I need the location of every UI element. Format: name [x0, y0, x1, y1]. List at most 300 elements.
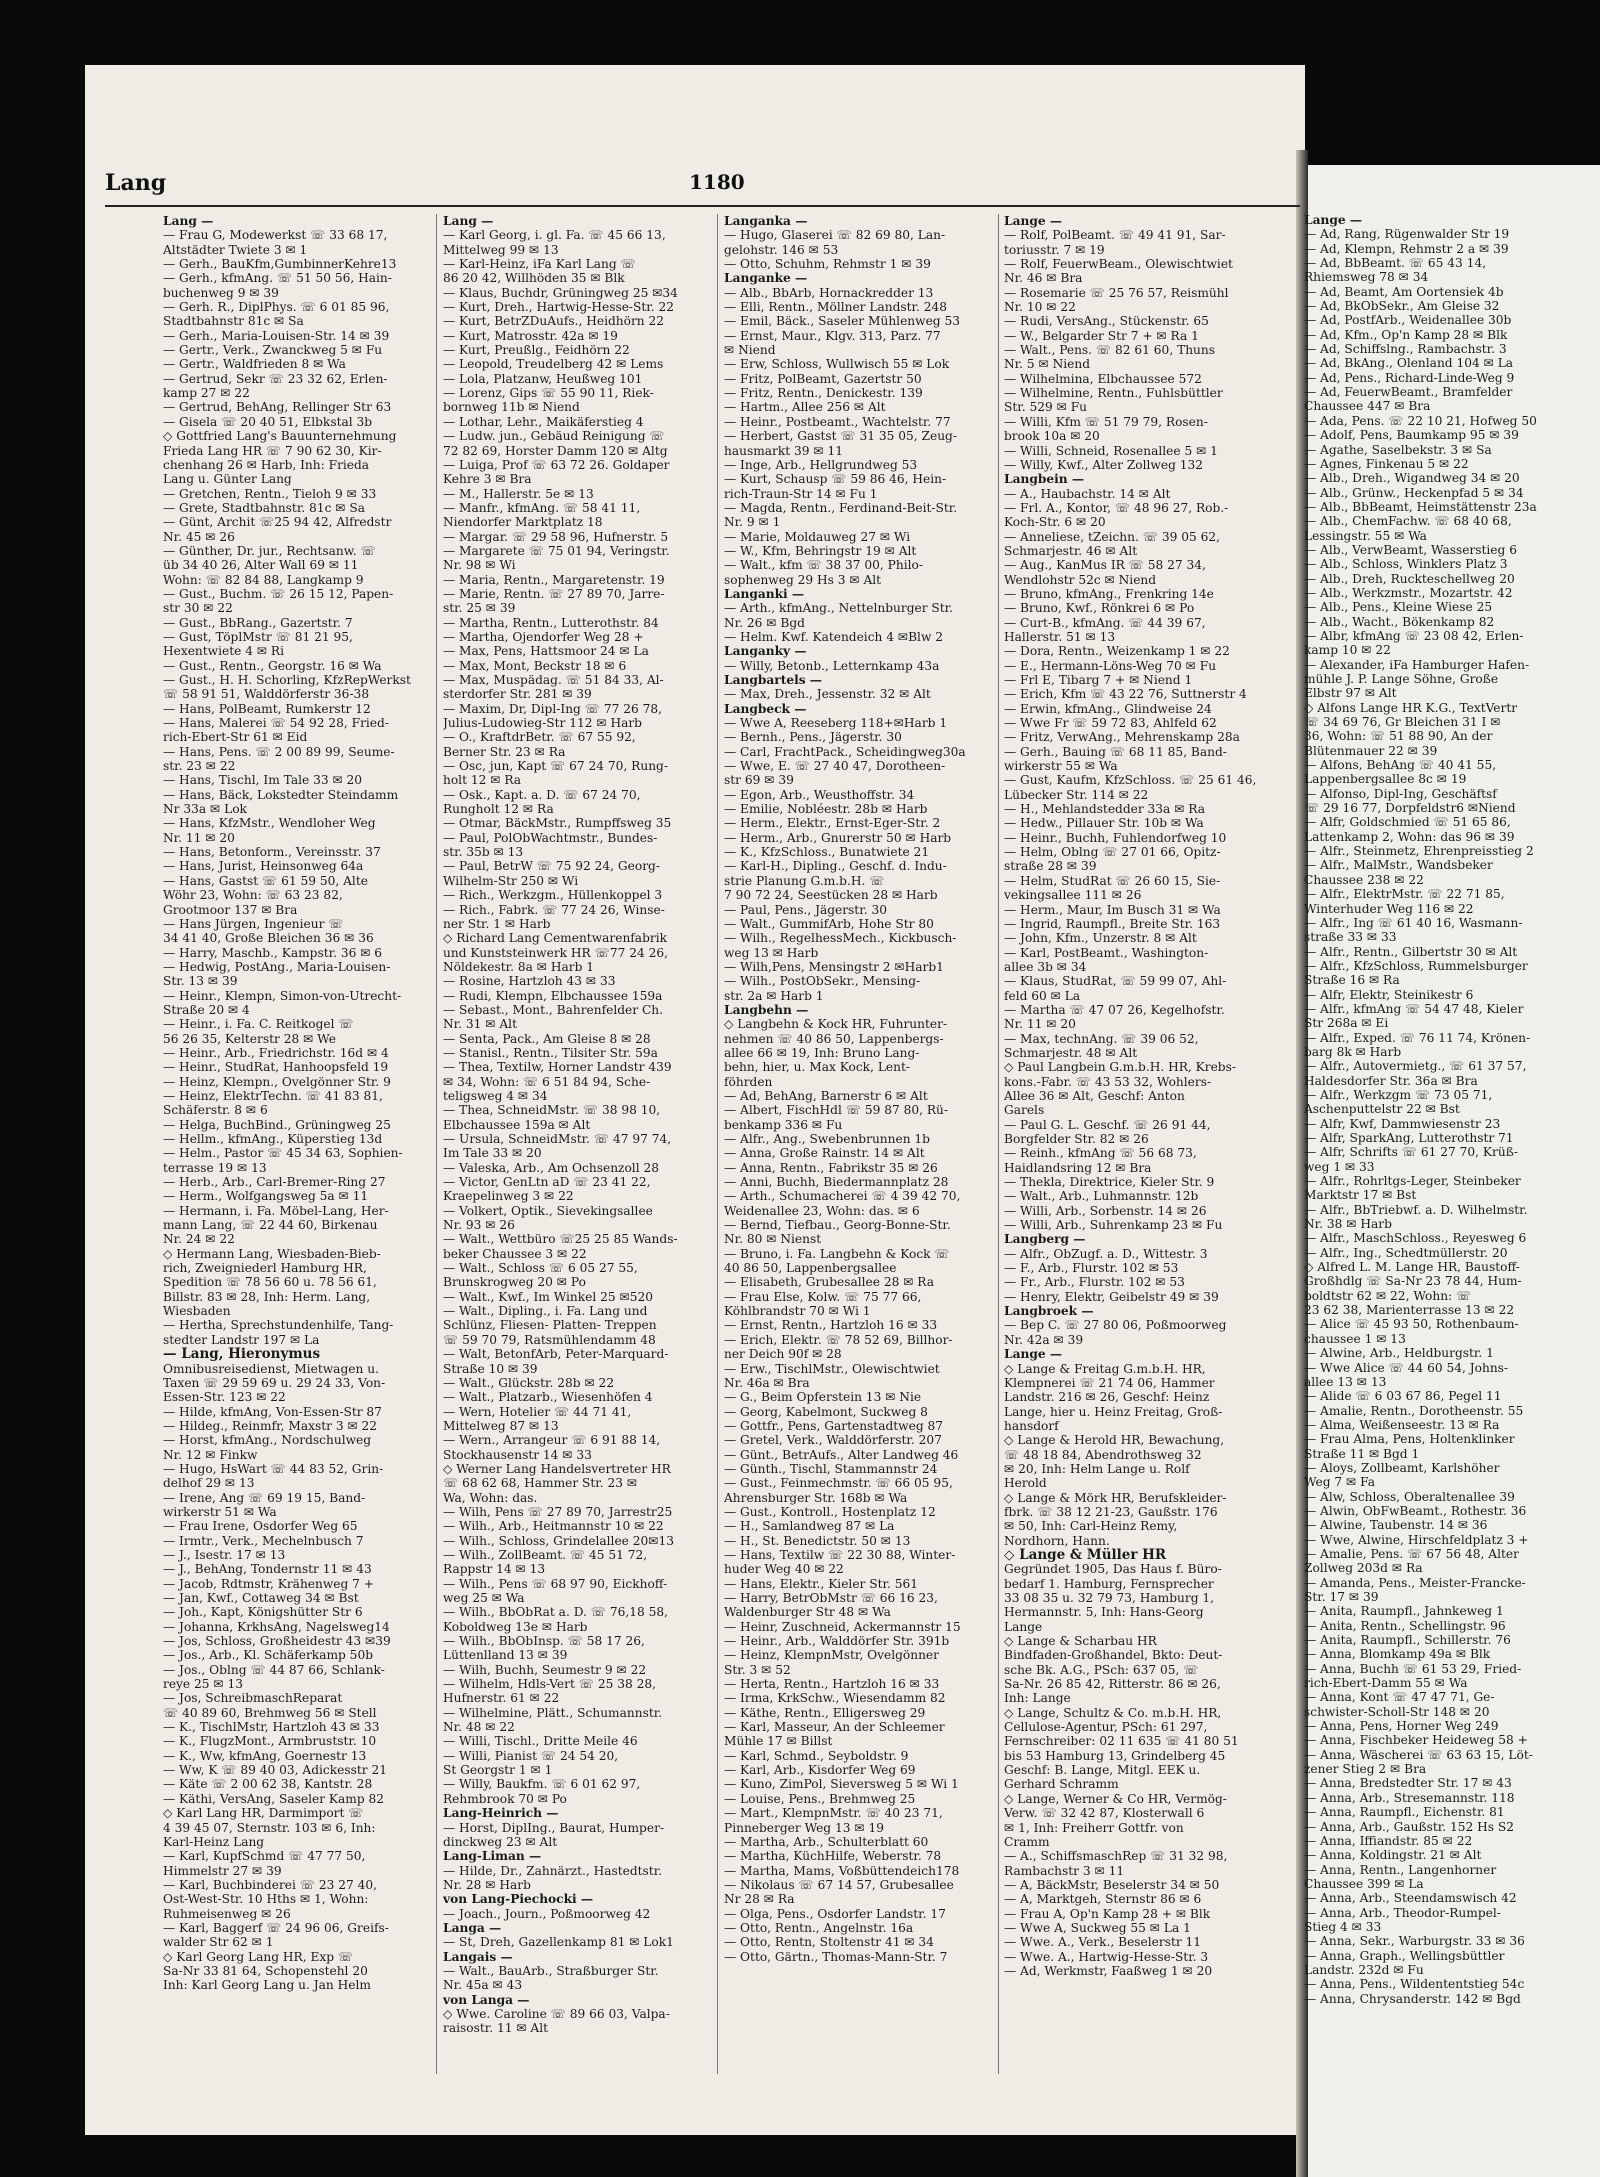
directory-entry-line: — Helga, BuchBind., Grüningweg 25 — [163, 1117, 391, 1132]
directory-entry-line: — Heinr., Klempn, Simon-von-Utrecht- — [163, 988, 402, 1003]
directory-entry-line: Klempnerei ☏ 21 74 06, Hammer — [1004, 1375, 1215, 1390]
directory-entry-line: Cellulose-Agentur, PSch: 61 297, — [1004, 1720, 1208, 1735]
directory-entry-line: Langbroek — — [1004, 1304, 1094, 1319]
directory-entry-line: Hallerstr. 51 ✉ 13 — [1004, 629, 1116, 644]
directory-entry-line: — Alfr., Ing ☏ 61 40 16, Wasmann- — [1304, 915, 1523, 930]
directory-entry-line: — Mart., KlempnMstr. ☏ 40 23 71, — [724, 1806, 943, 1821]
directory-entry-line: ◇ Wwe. Caroline ☏ 89 66 03, Valpa- — [443, 2006, 670, 2021]
directory-entry-line: — Hildeg., Reinmfr, Maxstr 3 ✉ 22 — [163, 1418, 378, 1433]
directory-entry-line: — Jos., Arb., Kl. Schäferkamp 50b — [163, 1648, 373, 1663]
directory-entry-line: — Wwe, E. ☏ 27 40 47, Dorotheen- — [724, 759, 946, 774]
directory-entry-line: — Anita, Raumpfl., Schillerstr. 76 — [1304, 1633, 1511, 1648]
directory-entry-line: str. 35b ✉ 13 — [443, 845, 524, 860]
directory-entry-line: — Alfonso, Dipl-Ing, Geschäftsf — [1304, 786, 1497, 801]
directory-entry-line: 86 20 42, Willhöden 35 ✉ Blk — [443, 271, 625, 286]
directory-entry-line: Koboldweg 13e ✉ Harb — [443, 1619, 588, 1634]
directory-entry-line: ◇ Alfred L. M. Lange HR, Baustoff- — [1304, 1260, 1520, 1275]
directory-entry-line: — Hilde, kfmAng, Von-Essen-Str 87 — [163, 1404, 382, 1419]
directory-entry-line: Herold — [1004, 1476, 1047, 1491]
directory-entry-line: ✉ 34, Wohn: ☏ 6 51 84 94, Sche- — [443, 1074, 651, 1089]
directory-entry-line: — Lang, Hieronymus — [163, 1347, 321, 1362]
directory-entry-line: — Alfr., Rentn., Gilbertstr 30 ✉ Alt — [1304, 944, 1518, 959]
directory-entry-line: üb 34 40 26, Alter Wall 69 ✉ 11 — [163, 558, 359, 573]
directory-entry-line: Straße 20 ✉ 4 — [163, 1002, 250, 1017]
directory-entry-line: — Inge, Arb., Hellgrundweg 53 — [724, 457, 918, 472]
directory-entry-line: Im Tale 33 ✉ 20 — [443, 1146, 542, 1161]
directory-entry-line: ✉ 50, Inh: Carl-Heinz Remy, — [1004, 1519, 1178, 1534]
directory-entry-line: Nr. 11 ✉ 20 — [1004, 1017, 1076, 1032]
directory-entry-line: — Hertha, Sprechstundenhilfe, Tang- — [163, 1318, 394, 1333]
directory-entry-line: — Ernst, Maur., Klgv. 313, Parz. 77 — [724, 328, 941, 343]
page-header — [105, 170, 1295, 210]
directory-entry-line: — Alfr., Rohrltgs-Leger, Steinbeker — [1304, 1174, 1521, 1189]
directory-entry-line: Wilhelm-Str 250 ✉ Wi — [443, 873, 579, 888]
directory-entry-line: Borgfelder Str. 82 ✉ 26 — [1004, 1132, 1149, 1146]
directory-entry-line: — Gretchen, Rentn., Tieloh 9 ✉ 33 — [163, 486, 377, 501]
directory-entry-line: — Ad, FeuerwBeamt., Bramfelder — [1304, 385, 1513, 400]
directory-entry-line: ◇ Hermann Lang, Wiesbaden-Bieb- — [163, 1246, 381, 1261]
directory-entry-line: Lange — — [1004, 1347, 1063, 1362]
directory-entry-line: — Alw, Schloss, Oberaltenallee 39 — [1304, 1489, 1515, 1504]
directory-entry-line: Langbeck — — [724, 701, 807, 716]
directory-entry-line: ◇ Lange & Mörk HR, Berufskleider- — [1004, 1490, 1227, 1505]
directory-entry-line: — Henry, Elektr, Geibelstr 49 ✉ 39 — [1004, 1289, 1219, 1304]
directory-entry-line: Lübecker Str. 114 ✉ 22 — [1004, 787, 1149, 802]
directory-entry-line: strie Planung G.m.b.H. ☏ — [724, 873, 885, 888]
directory-entry-line: str. 25 ✉ 39 — [443, 601, 516, 616]
directory-entry-line: — Wwe. A., Verk., Beselerstr 11 — [1004, 1935, 1202, 1950]
directory-entry-line: Ahrensburger Str. 168b ✉ Wa — [724, 1490, 908, 1505]
directory-entry-line: — Marie, Rentn. ☏ 27 89 70, Jarre- — [443, 586, 665, 601]
directory-entry-line: dinckweg 23 ✉ Alt — [443, 1834, 558, 1849]
directory-entry-line: 40 86 50, Lappenbergsallee — [724, 1261, 897, 1276]
directory-entry-line: — J., BehAng, Tondernstr 11 ✉ 43 — [163, 1562, 372, 1577]
directory-entry-line: Kehre 3 ✉ Bra — [443, 472, 532, 487]
directory-entry-line: Wohn: ☏ 82 84 88, Langkamp 9 — [163, 572, 364, 587]
directory-entry-line: — Paul G. L. Geschf. ☏ 26 91 44, — [1004, 1117, 1211, 1132]
directory-entry-line: — Alexander, iFa Hamburger Hafen- — [1304, 657, 1530, 672]
directory-entry-line: — Ursula, SchneidMstr. ☏ 47 97 74, — [443, 1132, 672, 1146]
directory-entry-line: — Alfr, SparkAng, Lutterothstr 71 — [1304, 1131, 1514, 1145]
directory-entry-line: Großhdlg ☏ Sa-Nr 23 78 44, Hum- — [1304, 1274, 1522, 1289]
directory-entry-line: Waldenburger Str 48 ✉ Wa — [724, 1605, 891, 1620]
directory-entry-line: — Martha, Rentn., Lutterothstr. 84 — [443, 615, 659, 630]
directory-entry-line: — Rich., Fabrk. ☏ 77 24 26, Winse- — [443, 902, 665, 917]
directory-entry-line: vekingsallee 111 ✉ 26 — [1004, 888, 1142, 903]
directory-entry-line: Lange, hier u. Heinz Freitag, Groß- — [1004, 1404, 1223, 1419]
directory-entry-line: rich-Ebert-Str 61 ✉ Eid — [163, 730, 308, 745]
directory-entry-line: — Wern., Arrangeur ☏ 6 91 88 14, — [443, 1433, 661, 1448]
directory-entry-line: Langanka — — [724, 214, 808, 228]
directory-entry-line: Lang-Liman — — [443, 1849, 542, 1864]
directory-entry-line: — O., KraftdrBetr. ☏ 67 55 92, — [443, 730, 636, 745]
directory-entry-line: 7 90 72 24, Seestücken 28 ✉ Harb — [724, 888, 938, 903]
directory-entry-line: — Alb., Dreh, Ruckteschellweg 20 — [1304, 571, 1515, 586]
directory-entry-line: rich-Ebert-Damm 55 ✉ Wa — [1304, 1676, 1468, 1691]
directory-entry-line: hansdorf — [1004, 1418, 1059, 1433]
directory-entry-line: St Georgstr 1 ✉ 1 — [443, 1763, 553, 1778]
directory-entry-line: — Alfr., Exped. ☏ 76 11 74, Krönen- — [1304, 1030, 1531, 1045]
directory-entry-line: — Klaus, Buchdr, Grüningweg 25 ✉34 — [443, 285, 678, 300]
directory-entry-line: — A., Haubachstr. 14 ✉ Alt — [1004, 486, 1171, 501]
directory-entry-line: — Gertrud, BehAng, Rellinger Str 63 — [163, 400, 392, 415]
directory-entry-line: mann Lang, ☏ 22 44 60, Birkenau — [163, 1218, 378, 1233]
directory-entry-line: Wöhr 23, Wohn: ☏ 63 23 82, — [163, 888, 343, 903]
directory-entry-line: — Max, Muspädag. ☏ 51 84 33, Al- — [443, 673, 664, 687]
directory-entry-line: — K., FlugzMont., Armbruststr. 10 — [163, 1734, 377, 1749]
directory-entry-line: — Wern, Hotelier ☏ 44 71 41, — [443, 1404, 632, 1419]
directory-entry-line: Zollweg 203d ✉ Ra — [1304, 1561, 1423, 1576]
directory-entry-line: — Rudi, Klempn, Elbchaussee 159a — [443, 988, 663, 1003]
directory-entry-line: — Herm., Elektr., Ernst-Eger-Str. 2 — [724, 816, 941, 831]
directory-entry-line: — M., Hallerstr. 5e ✉ 13 — [443, 486, 594, 501]
directory-entry-line: Lange — — [1304, 213, 1363, 227]
directory-entry-line: — Sebast., Mont., Bahrenfelder Ch. — [443, 1002, 663, 1017]
directory-entry-line: — Hedwig, PostAng., Maria-Louisen- — [163, 959, 391, 974]
directory-entry-line: ◇ Lange & Scharbau HR — [1004, 1634, 1157, 1649]
directory-entry-line: — Ludw. jun., Gebäud Reinigung ☏ — [443, 429, 665, 444]
directory-entry-line: — Hermann, i. Fa. Möbel-Lang, Her- — [163, 1203, 389, 1218]
directory-entry-line: Hufnerstr. 61 ✉ 22 — [443, 1691, 560, 1706]
directory-entry-line: Rungholt 12 ✉ Ra — [443, 802, 554, 817]
directory-entry-line: — Maxim, Dr, Dipl-Ing ☏ 77 26 78, — [443, 701, 662, 716]
directory-entry-line: ◇ Lange & Herold HR, Bewachung, — [1004, 1433, 1225, 1448]
directory-entry-line: — Anna, Graph., Wellingsbüttler — [1304, 1948, 1505, 1963]
directory-entry-line: Nr 33a ✉ Lok — [163, 802, 247, 817]
directory-entry-line: — Anna, Wäscherei ☏ 63 63 15, Löt- — [1304, 1747, 1533, 1762]
directory-entry-line: — Lothar, Lehr., Maikäferstieg 4 — [443, 414, 644, 429]
directory-entry-line: rich, Zweigniederl Hamburg HR, — [163, 1261, 367, 1276]
directory-entry-line: feld 60 ✉ La — [1004, 988, 1081, 1003]
directory-entry-line: — Louise, Pens., Brehmweg 25 — [724, 1791, 916, 1806]
column-divider — [436, 214, 437, 2074]
directory-entry-line: — Osk., Kapt. a. D. ☏ 67 24 70, — [443, 787, 641, 802]
directory-entry-line: ◇ Lange & Müller HR — [1004, 1547, 1167, 1563]
directory-entry-line: — Wilhelmine, Plätt., Schumannstr. — [443, 1705, 663, 1720]
directory-entry-line: — Wilh., PostObSekr., Mensing- — [724, 974, 921, 989]
directory-entry-line: — Otto, Gärtn., Thomas-Mann-Str. 7 — [724, 1949, 948, 1964]
directory-entry-line: föhrden — [724, 1074, 773, 1089]
directory-entry-line: brook 10a ✉ 20 — [1004, 429, 1100, 444]
directory-entry-line: Nr. 98 ✉ Wi — [443, 558, 516, 573]
directory-entry-line: — Reinh., kfmAng ☏ 56 68 73, — [1004, 1146, 1197, 1161]
directory-entry-line: Lüttenlland 13 ✉ 39 — [443, 1648, 568, 1663]
directory-entry-line: — Hans, PolBeamt, Rumkerstr 12 — [163, 701, 371, 716]
directory-entry-line: rich-Traun-Str 14 ✉ Fu 1 — [724, 486, 878, 501]
directory-entry-line: — Wilh., ZollBeamt. ☏ 45 51 72, — [443, 1547, 648, 1562]
directory-entry-line: — Alfr., MalMstr., Wandsbeker — [1304, 858, 1493, 873]
directory-entry-line: — Anna, Rentn., Langenhorner — [1304, 1862, 1497, 1877]
directory-entry-line: — A., SchiffsmaschRep ☏ 31 32 98, — [1004, 1849, 1228, 1864]
directory-entry-line: kamp 10 ✉ 22 — [1304, 643, 1391, 658]
directory-entry-line: — Gerh., Bauing ☏ 68 11 85, Band- — [1004, 744, 1227, 759]
directory-entry-line: — Hans Jürgen, Ingenieur ☏ — [163, 916, 344, 931]
directory-entry-line: Schmarjestr. 46 ✉ Alt — [1004, 543, 1138, 558]
directory-entry-line: straße 33 ✉ 33 — [1304, 930, 1397, 945]
directory-entry-line: Langanki — — [724, 586, 805, 601]
directory-entry-line: — Gust, TöplMstr ☏ 81 21 95, — [163, 629, 353, 644]
directory-entry-line: ◇ Lange, Schultz & Co. m.b.H. HR, — [1004, 1705, 1222, 1720]
directory-entry-line: Nr. 31 ✉ Alt — [443, 1017, 517, 1032]
directory-entry-line: chaussee 1 ✉ 13 — [1304, 1331, 1406, 1346]
directory-entry-line: Garels — [1004, 1103, 1045, 1118]
directory-entry-line: Lessingstr. 55 ✉ Wa — [1304, 528, 1427, 543]
directory-entry-line: — Anna, Bredstedter Str. 17 ✉ 43 — [1304, 1776, 1512, 1791]
directory-entry-line: — Paul, BetrW ☏ 75 92 24, Georg- — [443, 859, 660, 874]
directory-entry-line: — Hans, Textilw ☏ 22 30 88, Winter- — [724, 1547, 956, 1562]
directory-entry-line: — Gerh., kfmAng. ☏ 51 50 56, Hain- — [163, 271, 392, 286]
directory-entry-line: — Jacob, Rdtmstr, Krähenweg 7 + — [163, 1576, 375, 1591]
directory-entry-line: — Käte ☏ 2 00 62 38, Kantstr. 28 — [163, 1777, 373, 1792]
directory-entry-line: Nr. 11 ✉ 20 — [163, 830, 235, 845]
directory-entry-line: Langbehn — — [724, 1002, 809, 1017]
directory-entry-line: — Gust., Rentn., Georgstr. 16 ✉ Wa — [163, 658, 382, 673]
directory-entry-line: — Hans, Elektr., Kieler Str. 561 — [724, 1576, 918, 1591]
directory-entry-line: — Frl E, Tibarg 7 + ✉ Niend 1 — [1004, 673, 1193, 687]
directory-entry-line: — Albert, FischHdl ☏ 59 87 80, Rü- — [724, 1103, 949, 1118]
directory-entry-line: — Karl-Heinz, iFa Karl Lang ☏ — [443, 257, 636, 272]
directory-entry-line: — Anna, Buchh ☏ 61 53 29, Fried- — [1304, 1661, 1522, 1676]
directory-entry-line: — Osc, jun, Kapt ☏ 67 24 70, Rung- — [443, 759, 668, 774]
directory-entry-line: Inh: Lange — [1004, 1691, 1071, 1706]
directory-entry-line: Nr. 93 ✉ 26 — [443, 1218, 515, 1233]
directory-entry-line: — Martha, Mams, Voßbüttendeich178 — [724, 1863, 960, 1878]
directory-entry-line: — Wilh, Pens ☏ 27 89 70, Jarrestr25 — [443, 1504, 673, 1519]
directory-entry-line: kamp 27 ✉ 22 — [163, 386, 250, 401]
directory-entry-line: — Paul, Pens., Jägerstr. 30 — [724, 902, 887, 917]
directory-entry-line: — Lola, Platzanw, Heußweg 101 — [443, 371, 643, 386]
directory-entry-line: — Frau A, Op'n Kamp 28 + ✉ Blk — [1004, 1906, 1211, 1921]
directory-entry-line: Himmelstr 27 ✉ 39 — [163, 1863, 282, 1878]
directory-entry-line: — G., Beim Opferstein 13 ✉ Nie — [724, 1390, 922, 1405]
directory-entry-line: Str. 13 ✉ 39 — [163, 974, 238, 989]
directory-column-5 — [1304, 213, 1596, 2113]
directory-entry-line: Altstädter Twiete 3 ✉ 1 — [163, 242, 308, 257]
directory-entry-line: huder Weg 40 ✉ 22 — [724, 1562, 844, 1577]
directory-entry-line: Wa, Wohn: das. — [443, 1490, 538, 1505]
directory-entry-line: terrasse 19 ✉ 13 — [163, 1160, 267, 1175]
directory-entry-line: — Walt., Pens. ☏ 82 61 60, Thuns — [1004, 343, 1215, 358]
directory-entry-line: — Irma, KrkSchw., Wiesendamm 82 — [724, 1691, 946, 1706]
directory-entry-line: Straße 10 ✉ 39 — [443, 1361, 538, 1376]
directory-entry-line: — Alfr, Kwf, Dammwiesenstr 23 — [1304, 1116, 1501, 1131]
directory-entry-line: — Bernh., Pens., Jägerstr. 30 — [724, 730, 902, 745]
directory-entry-line: — Anna, Pens, Horner Weg 249 — [1304, 1719, 1499, 1734]
directory-entry-line: — Gottfr., Pens, Gartenstadtweg 87 — [724, 1418, 943, 1433]
directory-entry-line: Nr 28 ✉ Ra — [724, 1892, 795, 1907]
directory-entry-line: — Ad, BkAng., Olenland 104 ✉ La — [1304, 356, 1514, 371]
directory-entry-line: — Max, technAng. ☏ 39 06 52, — [1004, 1031, 1199, 1046]
directory-entry-line: — Arth., Schumacherei ☏ 4 39 42 70, — [724, 1189, 961, 1204]
directory-entry-line: — Anna, Arb., Theodor-Rumpel- — [1304, 1905, 1501, 1920]
directory-entry-line: — Helm. Kwf. Katendeich 4 ✉Blw 2 — [724, 629, 944, 644]
directory-entry-line: — Heinz, Klempn., Ovelgönner Str. 9 — [163, 1074, 391, 1089]
directory-entry-line: Inh: Karl Georg Lang u. Jan Helm — [163, 1978, 371, 1993]
directory-entry-line: — Alfr., Werkzgm ☏ 73 05 71, — [1304, 1087, 1493, 1102]
directory-entry-line: Lange — — [1004, 214, 1063, 228]
directory-entry-line: — Jos., Oblng ☏ 44 87 66, Schlank- — [163, 1662, 385, 1677]
directory-entry-line: Essen-Str. 123 ✉ 22 — [163, 1390, 286, 1405]
directory-entry-line: Blütenmauer 22 ✉ 39 — [1304, 743, 1438, 758]
directory-entry-line: Kraepelinweg 3 ✉ 22 — [443, 1189, 574, 1204]
directory-column-1 — [163, 214, 429, 2094]
directory-entry-line: — Kuno, ZimPol, Sieversweg 5 ✉ Wi 1 — [724, 1777, 959, 1792]
directory-entry-line: Gegründet 1905, Das Haus f. Büro- — [1004, 1562, 1222, 1577]
directory-entry-line: — Karl, Schmd., Seyboldstr. 9 — [724, 1748, 909, 1763]
directory-entry-line: ◇ Karl Georg Lang HR, Exp ☏ — [163, 1949, 354, 1964]
directory-entry-line: — Hugo, Glaserei ☏ 82 69 80, Lan- — [724, 228, 946, 243]
directory-entry-line: weg 25 ✉ Wa — [443, 1591, 525, 1605]
directory-entry-line: ◇ Richard Lang Cementwarenfabrik — [443, 931, 667, 946]
directory-entry-line: — Erich, Kfm ☏ 43 22 76, Suttnerstr 4 — [1004, 687, 1247, 702]
directory-entry-line: — Anna, Arb., Stresemannstr. 118 — [1304, 1790, 1515, 1805]
directory-entry-line: — E., Hermann-Löns-Weg 70 ✉ Fu — [1004, 658, 1217, 673]
directory-entry-line: Langa — — [443, 1920, 502, 1935]
directory-entry-line: hausmarkt 39 ✉ 11 — [724, 443, 844, 458]
directory-entry-line: — Frau G, Modewerkst ☏ 33 68 17, — [163, 228, 388, 243]
directory-entry-line: Nr. 10 ✉ 22 — [1004, 300, 1076, 315]
directory-entry-line: — Anna, Koldingstr. 21 ✉ Alt — [1304, 1848, 1482, 1863]
directory-entry-line: — Ww, K ☏ 89 40 03, Adickesstr 21 — [163, 1763, 387, 1778]
directory-entry-line: Straße 11 ✉ Bgd 1 — [1304, 1446, 1420, 1461]
directory-entry-line: — Frau Irene, Osdorfer Weg 65 — [163, 1519, 358, 1534]
directory-entry-line: straße 28 ✉ 39 — [1004, 859, 1097, 874]
directory-entry-line: Nr. 45 ✉ 26 — [163, 529, 235, 544]
directory-entry-line: Spedition ☏ 78 56 60 u. 78 56 61, — [163, 1275, 377, 1290]
directory-entry-line: — Kurt, Dreh., Hartwig-Hesse-Str. 22 — [443, 300, 675, 315]
directory-entry-line: — Wwe. A., Hartwig-Hesse-Str. 3 — [1004, 1949, 1209, 1964]
directory-entry-line: — Leopold, Treudelberg 42 ✉ Lems — [443, 357, 664, 372]
directory-entry-line: — Max, Dreh., Jessenstr. 32 ✉ Alt — [724, 687, 931, 702]
directory-entry-line: Mühle 17 ✉ Billst — [724, 1734, 833, 1749]
directory-entry-line: — Heinz, ElektrTechn. ☏ 41 83 81, — [163, 1088, 383, 1103]
directory-entry-line: — Senta, Pack., Am Gleise 8 ✉ 28 — [443, 1031, 651, 1046]
directory-entry-line: Hexentwiete 4 ✉ Ri — [163, 644, 284, 659]
directory-entry-line: Chaussee 399 ✉ La — [1304, 1876, 1424, 1891]
directory-entry-line: — Ad, Klempn, Rehmstr 2 a ✉ 39 — [1304, 241, 1509, 256]
directory-entry-line: — Ad, Beamt, Am Oortensiek 4b — [1304, 284, 1504, 299]
directory-entry-line: — Martha, Arb., Schulterblatt 60 — [724, 1834, 929, 1849]
directory-entry-line: — Karl, PostBeamt., Washington- — [1004, 945, 1209, 960]
directory-entry-line: — Anna, Raumpfl., Eichenstr. 81 — [1304, 1805, 1505, 1820]
directory-entry-line: teligsweg 4 ✉ 34 — [443, 1088, 548, 1103]
directory-entry-line: — Ada, Pens. ☏ 22 10 21, Hofweg 50 — [1304, 413, 1537, 428]
directory-entry-line: — Bernd, Tiefbau., Georg-Bonne-Str. — [724, 1218, 951, 1233]
directory-entry-line: — Hans, KfzMstr., Wendloher Weg — [163, 816, 376, 831]
directory-entry-line: zener Stieg 2 ✉ Bra — [1304, 1762, 1427, 1777]
directory-entry-line: — Alb., BbArb, Hornackredder 13 — [724, 285, 934, 300]
directory-entry-line: — Gerh. R., DiplPhys. ☏ 6 01 85 96, — [163, 300, 390, 315]
directory-entry-line: — Harry, Maschb., Kampstr. 36 ✉ 6 — [163, 945, 383, 960]
directory-entry-line: Landstr. 232d ✉ Fu — [1304, 1962, 1424, 1977]
directory-column-4 — [1004, 214, 1296, 2094]
directory-entry-line: — Georg, Kabelmont, Suckweg 8 — [724, 1404, 928, 1419]
directory-entry-line: sterdorfer Str. 281 ✉ 39 — [443, 687, 592, 702]
directory-entry-line: — Joach., Journ., Poßmoorweg 42 — [443, 1906, 651, 1921]
directory-entry-line: Stieg 4 ✉ 33 — [1304, 1919, 1382, 1934]
directory-entry-line: — Valeska, Arb., Am Ochsenzoll 28 — [443, 1160, 659, 1175]
directory-entry-line: — Willi, Pianist ☏ 24 54 20, — [443, 1748, 619, 1763]
directory-entry-line: ◇ Alfons Lange HR K.G., TextVertr — [1304, 700, 1518, 715]
directory-entry-line: — Maria, Rentn., Margaretenstr. 19 — [443, 572, 665, 587]
directory-entry-line: — Hans, Jurist, Heinsonweg 64a — [163, 859, 364, 874]
directory-entry-line: mühle J. P. Lange Söhne, Große — [1304, 672, 1499, 686]
directory-entry-line: Str. 17 ✉ 39 — [1304, 1590, 1379, 1604]
directory-entry-line: — Thekla, Direktrice, Kieler Str. 9 — [1004, 1175, 1215, 1190]
directory-entry-line: Gerhard Schramm — [1004, 1777, 1119, 1792]
directory-entry-line: — Dora, Rentn., Weizenkamp 1 ✉ 22 — [1004, 644, 1230, 659]
directory-entry-line: — Heinr., Buchh, Fuhlendorfweg 10 — [1004, 830, 1227, 845]
directory-entry-line: — Gertrud, Sekr ☏ 23 32 62, Erlen- — [163, 371, 388, 386]
directory-entry-line: — Margarete ☏ 75 01 94, Veringstr. — [443, 543, 670, 558]
directory-entry-line: nehmen ☏ 40 86 50, Lappenbergs- — [724, 1031, 944, 1046]
directory-entry-line: — Gust., H. H. Schorling, KfzRepWerkst — [163, 673, 411, 687]
directory-entry-line: Mittelweg 87 ✉ 13 — [443, 1418, 559, 1433]
directory-entry-line: ner Str. 1 ✉ Harb — [443, 916, 551, 931]
directory-entry-line: — Fritz, PolBeamt, Gazertstr 50 — [724, 371, 922, 386]
directory-entry-line: ☏ 68 62 68, Hammer Str. 23 ✉ — [443, 1476, 638, 1491]
directory-entry-line: — Alb., VerwBeamt, Wasserstieg 6 — [1304, 542, 1517, 557]
directory-entry-line: Nr. 42a ✉ 39 — [1004, 1332, 1084, 1347]
directory-entry-line: von Langa — — [443, 1992, 530, 2007]
directory-entry-line: Chaussee 238 ✉ 22 — [1304, 872, 1424, 887]
directory-entry-line: — Karl-H., Dipling., Geschf. d. Indu- — [724, 859, 947, 874]
directory-entry-line: — Gertr., Waldfrieden 8 ✉ Wa — [163, 357, 346, 372]
directory-entry-line: — Harry, BetrObMstr ☏ 66 16 23, — [724, 1591, 938, 1605]
directory-entry-line: — Horst, kfmAng., Nordschulweg — [163, 1433, 372, 1448]
directory-entry-line: benkamp 336 ✉ Fu — [724, 1117, 843, 1132]
directory-entry-line: — Lorenz, Gips ☏ 55 90 11, Riek- — [443, 386, 654, 401]
directory-entry-line: Nr. 5 ✉ Niend — [1004, 357, 1091, 372]
directory-entry-line: — Herm., Arb., Gnurerstr 50 ✉ Harb — [724, 830, 952, 845]
directory-entry-line: ✉ 20, Inh: Helm Lange u. Rolf — [1004, 1461, 1190, 1476]
directory-entry-line: — Thea, Textilw, Horner Landstr 439 — [443, 1060, 672, 1075]
directory-entry-line: Sa-Nr. 26 85 42, Ritterstr. 86 ✉ 26, — [1004, 1677, 1221, 1692]
directory-entry-line: — Gust., Feinmechmstr. ☏ 66 05 95, — [724, 1476, 953, 1491]
page-number: 1180 — [689, 170, 745, 194]
directory-entry-line: — Willi, Tischl., Dritte Meile 46 — [443, 1734, 638, 1749]
directory-entry-line: ☏ 29 16 77, Dorpfeldstr6 ✉Niend — [1304, 801, 1516, 816]
directory-entry-line: — Käthe, Rentn., Elligersweg 29 — [724, 1705, 926, 1720]
directory-entry-line: beker Chaussee 3 ✉ 22 — [443, 1246, 587, 1261]
directory-entry-line: — Erw., TischlMstr., Olewischtwiet — [724, 1361, 940, 1376]
directory-entry-line: — Alice ☏ 45 93 50, Rothenbaum- — [1304, 1317, 1519, 1332]
directory-entry-line: von Lang-Piechocki — — [443, 1892, 594, 1907]
directory-entry-line: Karl-Heinz Lang — [163, 1834, 265, 1849]
directory-entry-line: Nöldekestr. 8a ✉ Harb 1 — [443, 959, 595, 974]
directory-entry-line: Nr. 80 ✉ Nienst — [724, 1232, 822, 1247]
directory-entry-line: bedarf 1. Hamburg, Fernsprecher — [1004, 1576, 1214, 1591]
directory-entry-line: — Karl Georg, i. gl. Fa. ☏ 45 66 13, — [443, 228, 666, 243]
directory-entry-line: — Alfr, Elektr, Steinikestr 6 — [1304, 987, 1474, 1002]
directory-entry-line: — Victor, GenLtn aD ☏ 23 41 22, — [443, 1175, 651, 1190]
directory-entry-line: — F., Arb., Flurstr. 102 ✉ 53 — [1004, 1261, 1179, 1276]
directory-entry-line: — Kurt, Schausp ☏ 59 86 46, Hein- — [724, 472, 947, 487]
directory-entry-line: — Alwin, ObFwBeamt., Rothestr. 36 — [1304, 1503, 1527, 1518]
directory-entry-line: — Bruno, i. Fa. Langbehn & Kock ☏ — [724, 1246, 950, 1261]
directory-entry-line: — Amalie, Pens. ☏ 67 56 48, Alter — [1304, 1546, 1519, 1561]
directory-entry-line: — Anna, Sekr., Warburgstr. 33 ✉ 36 — [1304, 1934, 1525, 1949]
directory-entry-line: — Gertr., Verk., Zwanckweg 5 ✉ Fu — [163, 343, 383, 358]
directory-entry-line: — Erwin, kfmAng., Glindweise 24 — [1004, 701, 1212, 716]
directory-entry-line: str. 2a ✉ Harb 1 — [724, 988, 824, 1003]
directory-entry-line: behn, hier, u. Max Kock, Lent- — [724, 1060, 910, 1075]
directory-entry-line: holt 12 ✉ Ra — [443, 773, 522, 788]
directory-entry-line: weg 13 ✉ Harb — [724, 945, 819, 960]
directory-entry-line: — Willy, Kwf., Alter Zollweg 132 — [1004, 457, 1204, 472]
directory-entry-line: Nr. 46 ✉ Bra — [1004, 271, 1083, 286]
directory-entry-line: — Jan, Kwf., Cottaweg 34 ✉ Bst — [163, 1591, 359, 1605]
